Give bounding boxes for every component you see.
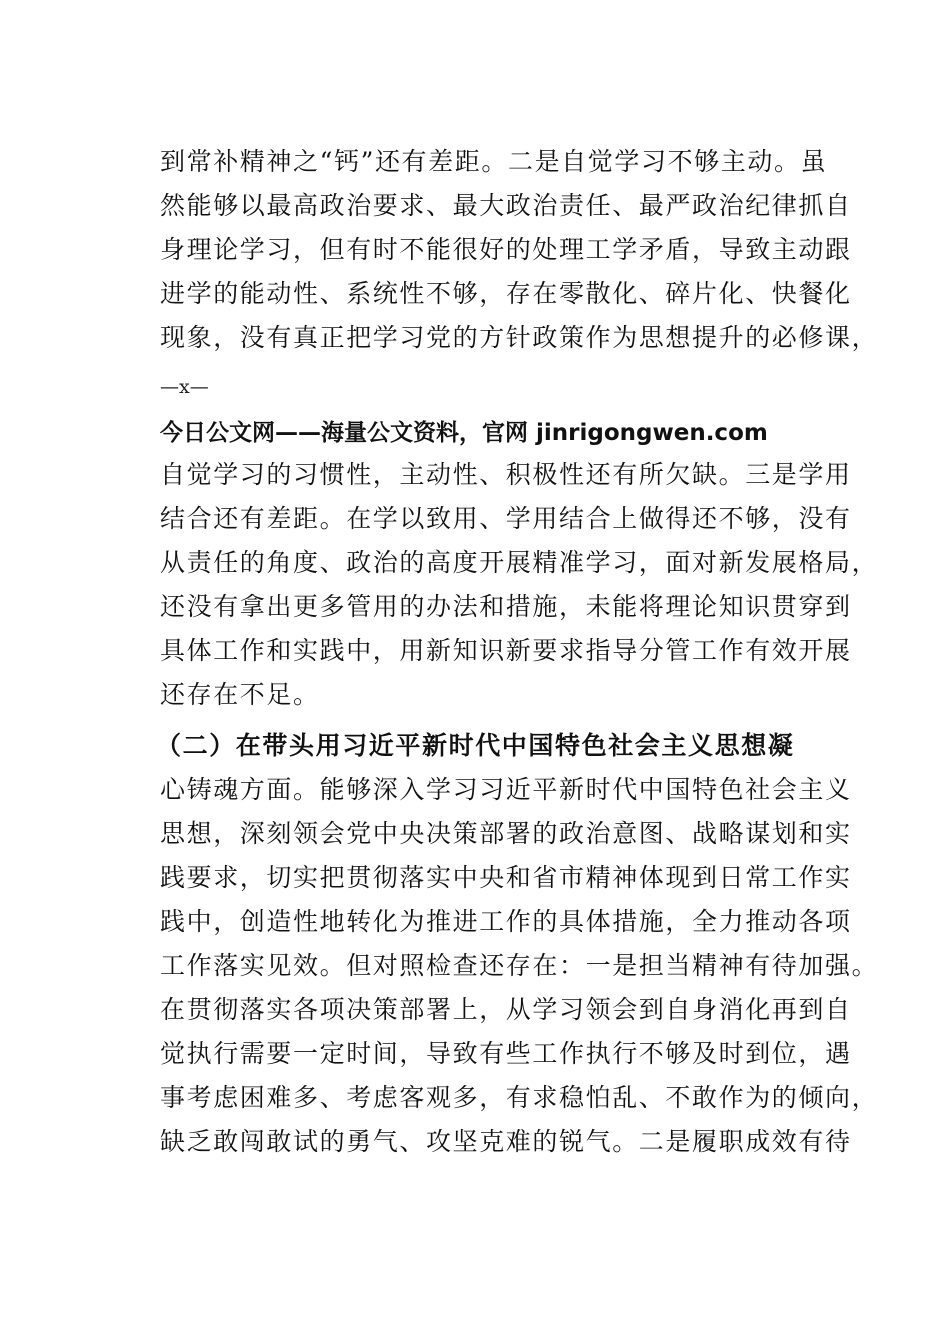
body-text-line: 从责任的角度、政治的高度开展精准学习，面对新发展格局，	[160, 548, 879, 577]
body-text-line: 践要求，切实把贯彻落实中央和省市精神体现到日常工作实	[160, 863, 852, 892]
body-text-line: 身理论学习，但有时不能很好的处理工学矛盾，导致主动跟	[160, 235, 852, 264]
body-text-line: 觉执行需要一定时间，导致有些工作执行不够及时到位，遇	[160, 1039, 852, 1068]
body-text-line: 思想，深刻领会党中央决策部署的政治意图、战略谋划和实	[160, 819, 852, 848]
body-text-line: 自觉学习的习惯性，主动性、积极性还有所欠缺。三是学用	[160, 460, 852, 489]
page-marker: —x—	[160, 376, 209, 398]
body-text-line: 进学的能动性、系统性不够，存在零散化、碎片化、快餐化	[160, 279, 852, 308]
body-text-line: 到常补精神之“钙”还有差距。二是自觉学习不够主动。虽	[160, 147, 828, 176]
body-text-line: 还没有拿出更多管用的办法和措施，未能将理论知识贯穿到	[160, 592, 852, 621]
body-text-line: 工作落实见效。但对照检查还存在：一是担当精神有待加强。	[160, 951, 879, 980]
body-text-line: 还存在不足。	[160, 680, 320, 709]
body-text-line: 现象，没有真正把学习党的方针政策作为思想提升的必修课，	[160, 323, 879, 352]
body-text-line: 在贯彻落实各项决策部署上，从学习领会到自身消化再到自	[160, 995, 852, 1024]
body-text-line: 然能够以最高政治要求、最大政治责任、最严政治纪律抓自	[160, 191, 852, 220]
body-text-line: 事考虑困难多、考虑客观多，有求稳怕乱、不敢作为的倾向，	[160, 1083, 879, 1112]
body-text-line: 缺乏敢闯敢试的勇气、攻坚克难的锐气。二是履职成效有待	[160, 1127, 852, 1156]
body-text-line: 结合还有差距。在学以致用、学用结合上做得还不够，没有	[160, 504, 852, 533]
watermark-banner: 今日公文网——海量公文资料，官网 jinrigongwen.com	[160, 420, 768, 446]
section-heading: （二）在带头用习近平新时代中国特色社会主义思想凝	[156, 731, 795, 760]
body-text-line: 具体工作和实践中，用新知识新要求指导分管工作有效开展	[160, 636, 852, 665]
body-text-line: 践中，创造性地转化为推进工作的具体措施，全力推动各项	[160, 907, 852, 936]
body-text-line: 心铸魂方面。能够深入学习习近平新时代中国特色社会主义	[160, 775, 852, 804]
